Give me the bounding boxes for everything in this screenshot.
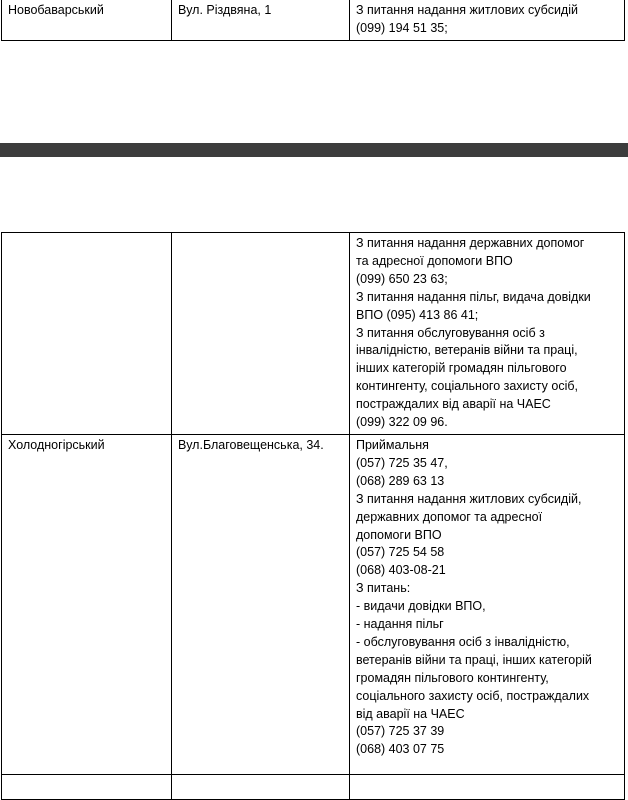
- info-cell: [350, 434, 625, 774]
- info-line: ветеранів війни та праці, інших категорій: [356, 652, 592, 667]
- info-line: (057) 725 35 47,: [356, 455, 448, 470]
- info-line: (068) 403-08-21: [356, 563, 446, 578]
- info-line: З питання надання житлових субсидій: [356, 3, 578, 17]
- table-row: [2, 434, 625, 774]
- top-table: [1, 0, 625, 41]
- district-cell: [2, 774, 172, 799]
- info-line: З питання надання житлових субсидій,: [356, 491, 582, 506]
- info-line: (099) 322 09 96.: [356, 415, 448, 430]
- info-line: З питання надання пільг, видача довідки: [356, 289, 591, 304]
- address-cell: [172, 233, 350, 435]
- info-line: З питань:: [356, 581, 411, 596]
- info-line: контингенту, соціального захисту осіб,: [356, 379, 578, 394]
- bottom-table: [1, 232, 625, 800]
- info-line: від аварії на ЧАЕС: [356, 706, 465, 721]
- page-separator: [0, 143, 628, 157]
- info-line: Приймальня: [356, 437, 429, 452]
- address-cell: Вул.Благовещенська, 34.: [172, 434, 350, 774]
- district-cell: Новобаварський: [2, 0, 172, 40]
- info-line: - обслуговування осіб з інвалідністю,: [356, 634, 570, 649]
- district-cell: [2, 233, 172, 435]
- info-line: державних допомог та адресної: [356, 509, 543, 524]
- info-line: (099) 194 51 35;: [356, 20, 448, 35]
- info-line: (099) 650 23 63;: [356, 271, 448, 286]
- info-line: інших категорій громадян пільгового: [356, 361, 567, 376]
- info-line: постраждалих від аварії на ЧАЕС: [356, 397, 551, 412]
- info-line: (068) 403 07 75: [356, 742, 445, 757]
- info-line: допомоги ВПО: [356, 527, 442, 542]
- info-line: громадян пільгового контингенту,: [356, 670, 549, 685]
- district-cell: Холодногірський: [2, 434, 172, 774]
- table-row: [2, 774, 625, 799]
- table-row: [2, 0, 625, 40]
- info-line: (057) 725 37 39: [356, 724, 445, 739]
- info-line: З питання обслуговування осіб з: [356, 325, 545, 340]
- info-cell: [350, 0, 625, 40]
- info-line: інвалідністю, ветеранів війни та праці,: [356, 343, 578, 358]
- info-line: соціального захисту осіб, постраждалих: [356, 688, 590, 703]
- info-line: - надання пільг: [356, 617, 444, 632]
- info-cell: [350, 233, 625, 435]
- address-cell: [172, 774, 350, 799]
- info-line: та адресної допомоги ВПО: [356, 253, 513, 268]
- info-line: (068) 289 63 13: [356, 473, 445, 488]
- info-line: - видачи довідки ВПО,: [356, 599, 486, 614]
- info-cell: [350, 774, 625, 799]
- info-line: З питання надання державних допомог: [356, 236, 585, 250]
- table-row: [2, 233, 625, 435]
- address-cell: Вул. Різдвяна, 1: [172, 0, 350, 40]
- info-line: ВПО (095) 413 86 41;: [356, 307, 479, 322]
- info-line: (057) 725 54 58: [356, 545, 445, 560]
